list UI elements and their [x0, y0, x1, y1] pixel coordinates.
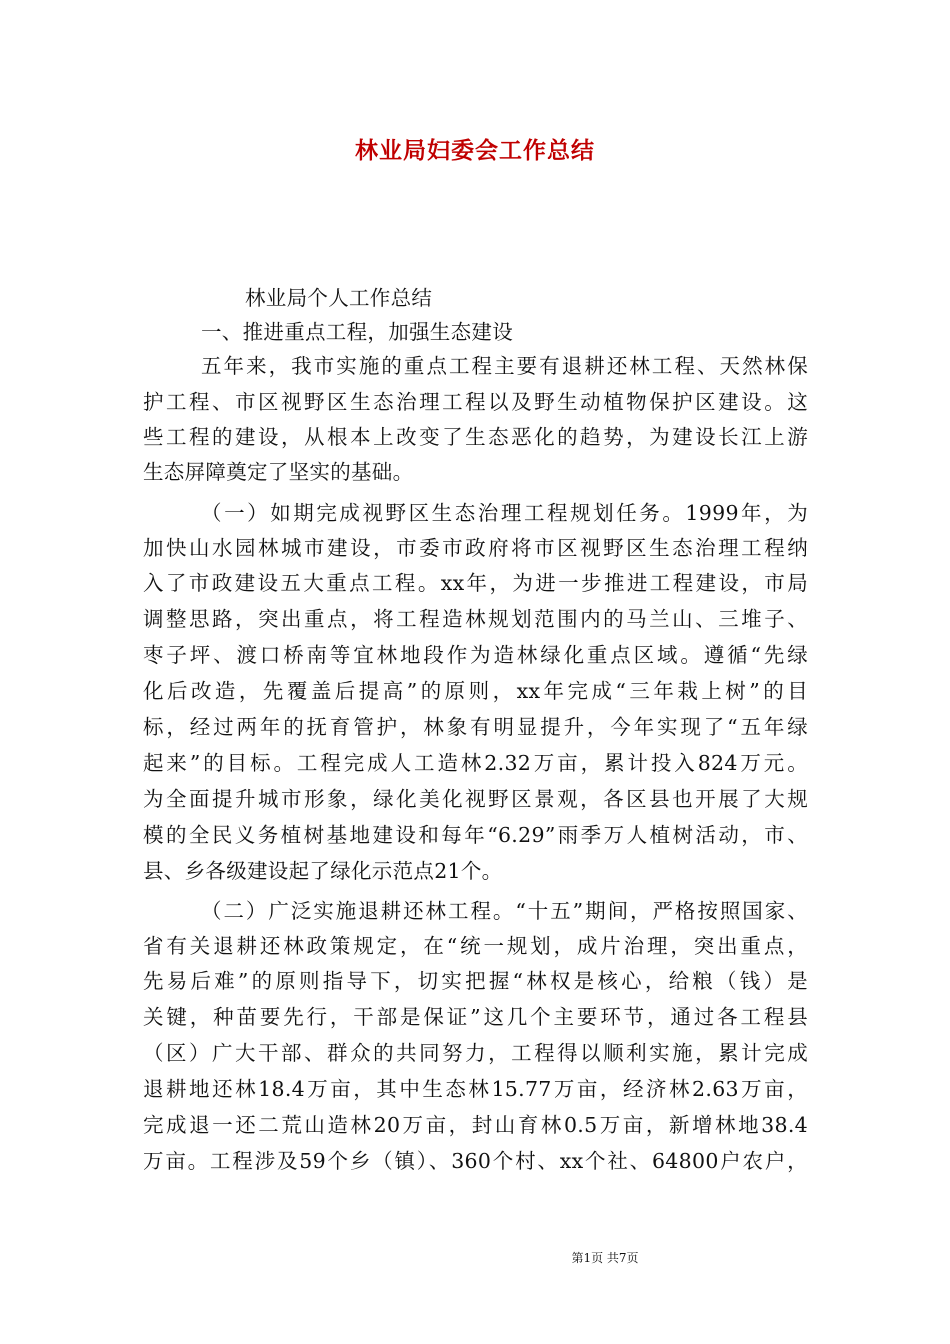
page-number: 第1页 共7页 [571, 1251, 639, 1265]
paragraph-line: 标，经过两年的抚育管护，林象有明显提升，今年实现了“五年绿 [143, 715, 808, 739]
document-subtitle: 林业局个人工作总结 [245, 286, 433, 310]
paragraph-line: 化后改造，先覆盖后提高”的原则，xx年完成“三年栽上树”的目 [143, 679, 808, 703]
paragraph-line: （一）如期完成视野区生态治理工程规划任务。1999年，为 [201, 501, 808, 525]
paragraph-line: （区）广大干部、群众的共同努力，工程得以顺利实施，累计完成 [143, 1041, 808, 1065]
paragraph-line: 五年来，我市实施的重点工程主要有退耕还林工程、天然林保 [201, 354, 808, 378]
paragraph-line: 枣子坪、渡口桥南等宜林地段作为造林绿化重点区域。遵循“先绿 [143, 643, 808, 667]
paragraph-line: 入了市政建设五大重点工程。xx年，为进一步推进工程建设，市局 [143, 571, 808, 595]
paragraph-line: 模的全民义务植树基地建设和每年“6.29”雨季万人植树活动，市、 [143, 823, 808, 847]
paragraph-line: 关键，种苗要先行，干部是保证”这几个主要环节，通过各工程县 [143, 1005, 808, 1029]
paragraph-line: 省有关退耕还林政策规定，在“统一规划，成片治理，突出重点， [143, 934, 808, 958]
paragraph-line: 生态屏障奠定了坚实的基础。 [143, 460, 414, 484]
paragraph-line: （二）广泛实施退耕还林工程。“十五”期间，严格按照国家、 [201, 899, 808, 923]
paragraph-line: 起来”的目标。工程完成人工造林2.32万亩，累计投入824万元。 [143, 751, 808, 775]
paragraph-line: 退耕地还林18.4万亩，其中生态林15.77万亩，经济林2.63万亩， [143, 1077, 808, 1101]
paragraph-line: 调整思路，突出重点，将工程造林规划范围内的马兰山、三堆子、 [143, 607, 808, 631]
paragraph-line: 县、乡各级建设起了绿化示范点21个。 [143, 859, 503, 883]
paragraph-line: 万亩。工程涉及59个乡（镇）、360个村、xx个社、64800户农户， [143, 1149, 808, 1173]
document-title: 林业局妇委会工作总结 [355, 138, 595, 164]
paragraph-line: 护工程、市区视野区生态治理工程以及野生动植物保护区建设。这 [143, 390, 808, 414]
section-heading: 一、推进重点工程，加强生态建设 [201, 320, 513, 344]
paragraph-line: 为全面提升城市形象，绿化美化视野区景观，各区县也开展了大规 [143, 787, 808, 811]
paragraph-line: 完成退一还二荒山造林20万亩，封山育林0.5万亩，新增林地38.4 [143, 1113, 808, 1137]
paragraph-line: 加快山水园林城市建设，市委市政府将市区视野区生态治理工程纳 [143, 536, 808, 560]
paragraph-line: 些工程的建设，从根本上改变了生态恶化的趋势，为建设长江上游 [143, 425, 808, 449]
paragraph-line: 先易后难”的原则指导下，切实把握“林权是核心，给粮（钱）是 [143, 969, 808, 993]
